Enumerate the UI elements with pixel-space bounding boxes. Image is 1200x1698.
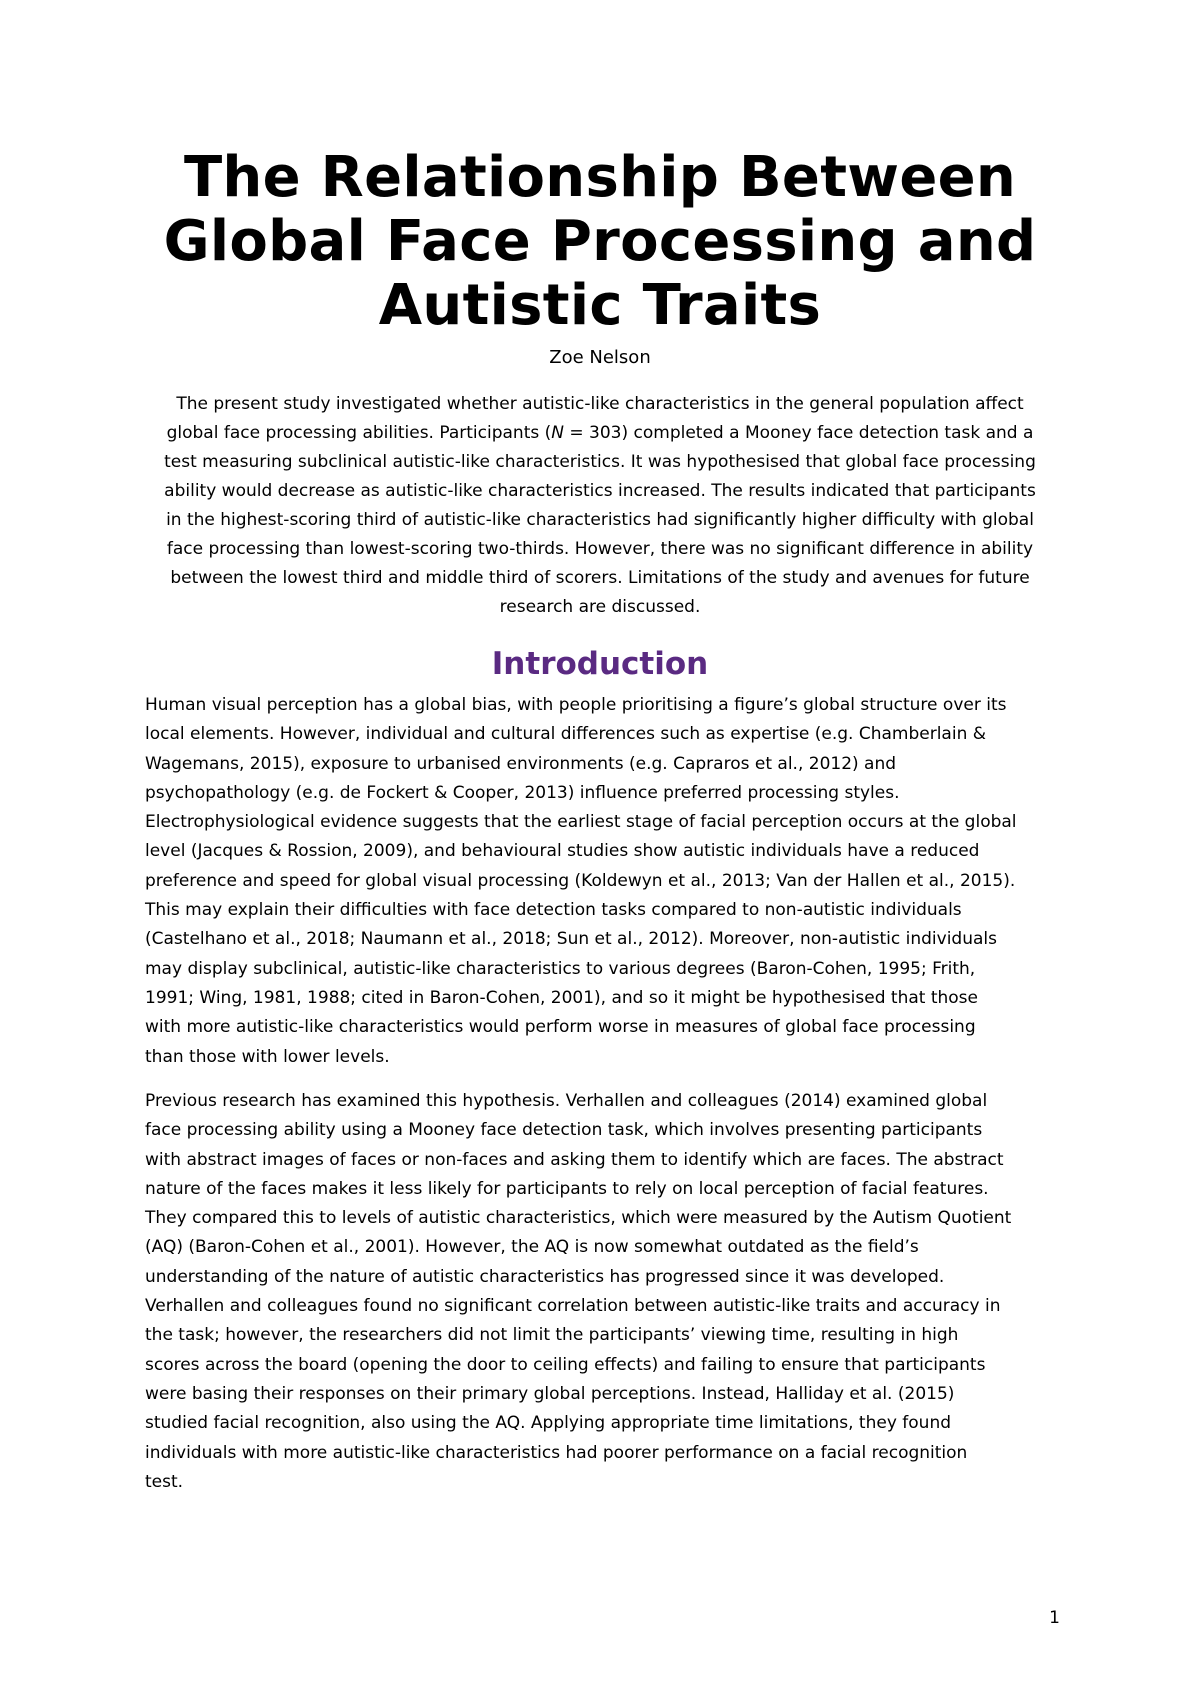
author-name: Zoe Nelson [549,347,651,368]
paragraph-line: with abstract images of faces or non-faces and asking them to identify which are faces. The abstract [145,1149,1004,1170]
section-heading-introduction: Introduction [491,646,709,682]
abstract-line: test measuring subclinical autistic-like characteristics. It was hypothesised that global face processing [164,452,1036,472]
introduction-paragraph-2 [145,1087,1075,1497]
paragraph-line: test. [145,1471,184,1492]
abstract-line: global face processing abilities. Participants (N = 303) completed a Mooney face detection task and a [166,423,1034,443]
abstract-line: ability would decrease as autistic-like characteristics increased. The results indicated that participants [164,481,1036,501]
paragraph-line: Wagemans, 2015), exposure to urbanised environments (e.g. Capraros et al., 2012) and [145,753,897,774]
paragraph-line: (AQ) (Baron-Cohen et al., 2001). However, the AQ is now somewhat outdated as the field’s [145,1237,919,1258]
introduction-paragraph-1 [145,691,1075,1072]
paragraph-line: psychopathology (e.g. de Fockert & Cooper, 2013) influence preferred processing styles. [145,782,900,803]
paragraph-line: local elements. However, individual and cultural differences such as expertise (e.g. Chamberlain & [145,724,987,745]
paragraph-line: 1991; Wing, 1981, 1988; cited in Baron-Cohen, 2001), and so it might be hypothesised that those [145,987,978,1008]
abstract-line: in the highest-scoring third of autistic-like characteristics had significantly higher difficulty with global [166,510,1034,530]
paragraph-line: This may explain their difficulties with face detection tasks compared to non-autistic individuals [145,900,962,921]
paragraph-line: were basing their responses on their primary global perceptions. Instead, Halliday et al. (2015) [145,1383,955,1404]
paragraph-line: level (Jacques & Rossion, 2009), and behavioural studies show autistic individuals have a reduced [145,841,980,862]
paragraph-line: than those with lower levels. [145,1046,390,1067]
paragraph-line: preference and speed for global visual processing (Koldewyn et al., 2013; Van der Hallen et al., 2015). [145,870,1016,891]
paragraph-line: Human visual perception has a global bias, with people prioritising a figure’s global structure over its [145,695,1007,715]
paper-title [100,146,1100,338]
paragraph-line: studied facial recognition, also using the AQ. Applying appropriate time limitations, they found [145,1413,952,1434]
paragraph-line: (Castelhano et al., 2018; Naumann et al., 2018; Sun et al., 2012). Moreover, non-autistic individuals [145,929,997,950]
abstract-line: The present study investigated whether autistic-like characteristics in the general population affect [176,394,1024,414]
paragraph-line: face processing ability using a Mooney face detection task, which involves presenting participants [145,1120,983,1141]
abstract-line: research are discussed. [499,597,701,617]
paragraph-line: scores across the board (opening the door to ceiling effects) and failing to ensure that participants [145,1354,986,1375]
paragraph-line: understanding of the nature of autistic characteristics has progressed since it was developed. [145,1266,945,1287]
paragraph-line: with more autistic-like characteristics would perform worse in measures of global face processing [145,1017,976,1038]
page-number: 1 [1049,1608,1060,1628]
abstract-line: face processing than lowest-scoring two-thirds. However, there was no significant difference in ability [166,539,1034,559]
paragraph-line: the task; however, the researchers did not limit the participants’ viewing time, resulting in high [145,1325,959,1346]
abstract-line: between the lowest third and middle third of scorers. Limitations of the study and avenues for future [170,568,1030,588]
abstract [140,390,1060,622]
paragraph-line: Electrophysiological evidence suggests that the earliest stage of facial perception occurs at the global [145,812,1017,833]
paragraph-line: Previous research has examined this hypothesis. Verhallen and colleagues (2014) examined global [145,1091,988,1111]
paragraph-line: They compared this to levels of autistic characteristics, which were measured by the Autism Quotient [145,1208,1012,1229]
paragraph-line: nature of the faces makes it less likely for participants to rely on local perception of facial features. [145,1178,989,1199]
paragraph-line: individuals with more autistic-like characteristics had poorer performance on a facial recognition [145,1442,968,1463]
paragraph-line: may display subclinical, autistic-like characteristics to various degrees (Baron-Cohen, 1995; Frith, [145,958,976,979]
paragraph-line: Verhallen and colleagues found no significant correlation between autistic-like traits and accuracy in [145,1296,1001,1317]
title-line: Global Face Processing and [163,209,1037,274]
title-line: The Relationship Between [183,145,1017,210]
title-line: Autistic Traits [378,273,822,338]
